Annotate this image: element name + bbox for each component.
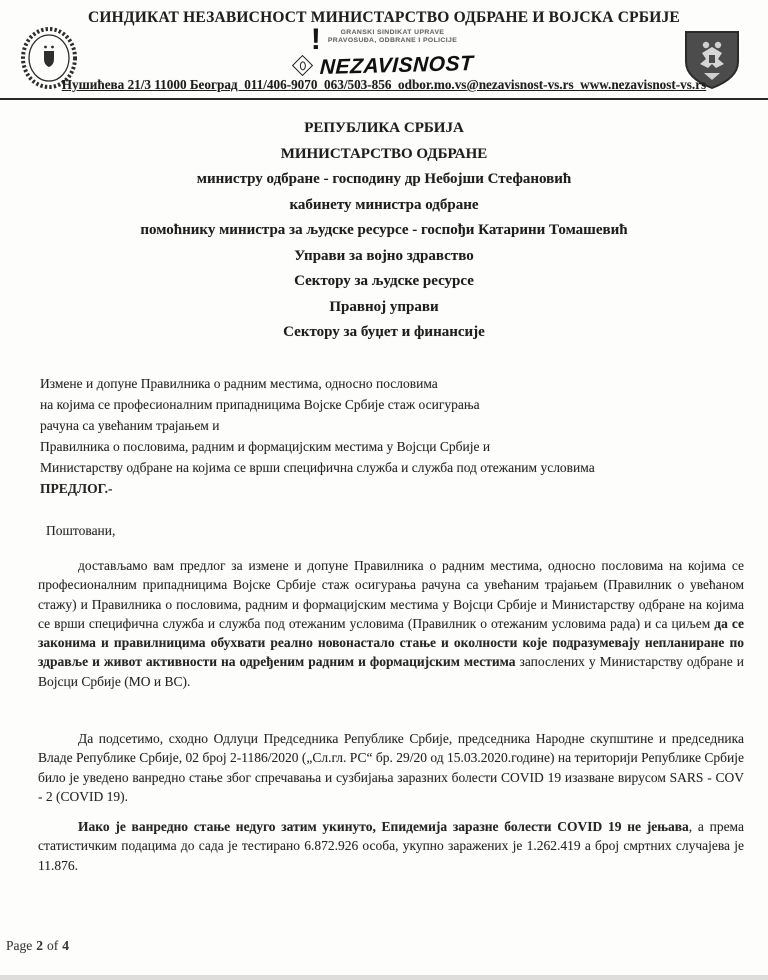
subject-block <box>40 373 740 499</box>
subject-line: Правилника о пословима, радним и формацијским местима у Војсци Србије и <box>40 439 491 454</box>
union-branch-name <box>328 27 457 46</box>
recipient-line: помоћнику министра за људске ресурсе - госпођи Катарини Томашевић <box>140 222 628 238</box>
recipient-line: МИНИСТАРСТВО ОДБРАНЕ <box>280 145 488 162</box>
recipient-line: Правној управи <box>329 298 439 315</box>
subject-line: рачуна са увећаним трајањем и <box>40 418 220 433</box>
footer-page-total: 4 <box>62 938 69 953</box>
footer-page-number: 2 <box>36 938 43 953</box>
paragraph-text: , а према статистичким подацима до сада је тестирано 6.872.926 особа, укупно заражених је 1.262.419 а број смртних случајева је 11.876. <box>38 819 745 873</box>
recipient-line: министру одбране - господину др Небојши Стефановић <box>196 171 572 187</box>
scan-edge-artifact <box>0 975 768 980</box>
subject-line: Измене и допуне Правилника о радним местима, односно пословима <box>40 376 438 391</box>
salutation: Поштовани, <box>46 523 116 538</box>
header-divider <box>0 98 768 100</box>
paragraph-text: достављамо вам предлог за измене и допуне Правилника о радним местима, односно пословима на којима се професионалним припадницима Војске Србије стаж осигурања рачуна са увећаним трајањем (Правилник о увећаном стажу) и Правилника о пословима, радним и формацијским местима у Војсци Србије и Министарству одбране на којима се врши специфична служба и служба под отежаним условима (Правилник о отежаним условима рада) и са циљем <box>38 558 744 631</box>
nezavisnost-wordmark: NEZAVISNOST <box>319 51 474 79</box>
footer-of-label: of <box>47 938 59 953</box>
recipient-block <box>0 116 768 346</box>
body-paragraph-1 <box>38 556 744 691</box>
contact-line: Нушићева 21/3 11000 Београд 011/406-9070 063/503-856 odbor.mo.vs@nezavisnost-vs.rs www.nezavisnost-vs.rs <box>61 77 707 92</box>
recipient-line: кабинету министра одбране <box>289 196 479 213</box>
page-title: СИНДИКАТ НЕЗАВИСНОСТ МИНИСТАРСТВО ОДБРАНЕ И ВОЈСКА СРБИЈЕ <box>88 9 680 26</box>
recipient-line: Управи за војно здравство <box>294 247 474 264</box>
paragraph-bold-text: да се законима и правилницима обухвати реално новонастало стање и околности које подразумевају непланиране по здравље и живот активности на одређеним радним и формацијским местима <box>38 615 744 670</box>
recipient-line: Сектору за људске ресурсе <box>294 273 474 289</box>
union-branch-line2: PRAVOSUĐA, ODBRANE I POLICIJE <box>327 37 458 45</box>
subject-line: Министарству одбране на којима се врши специфична служба и служба под отежаним условима <box>40 460 595 475</box>
union-branch-line1: GRANSKI SINDIKAT UPRAVE <box>340 29 445 36</box>
subject-line: на којима се професионалним припадницима Војске Србије стаж осигурања <box>40 397 480 412</box>
recipient-line: РЕПУБЛИКА СРБИЈА <box>304 120 464 136</box>
subject-proposal: ПРЕДЛОГ.- <box>40 481 113 496</box>
body-paragraph-2: Да подсетимо, сходно Одлуци Председника Републике Србије, председника Народне скупштине и председника Владе Републике Србије, 02 број 2-1186/2020 („Сл.гл. РС“ бр. 29/20 од 15.03.2020.године) на територији Републике Србије било је уведено ванредно стање због спречавања и сузбијања заразних болести COVID 19 изазване вирусом SARS - COV - 2 (COVID 19). <box>38 731 744 804</box>
body-paragraph-3 <box>38 817 744 875</box>
paragraph-bold-text: Иако је ванредно стање недуго затим укинуто, Епидемија заразне болести COVID 19 не јењава <box>78 819 689 834</box>
diamond-icon <box>292 55 313 76</box>
exclamation-icon: ! <box>310 23 321 56</box>
footer-page-label: Page <box>6 938 33 953</box>
page-footer <box>6 938 73 954</box>
paragraph-text: запослених у Министарству одбране и Војсци Србије (МО и ВС). <box>38 654 744 689</box>
nezavisnost-logo <box>259 23 509 79</box>
recipient-line: Сектору за буџет и финансије <box>283 324 485 340</box>
